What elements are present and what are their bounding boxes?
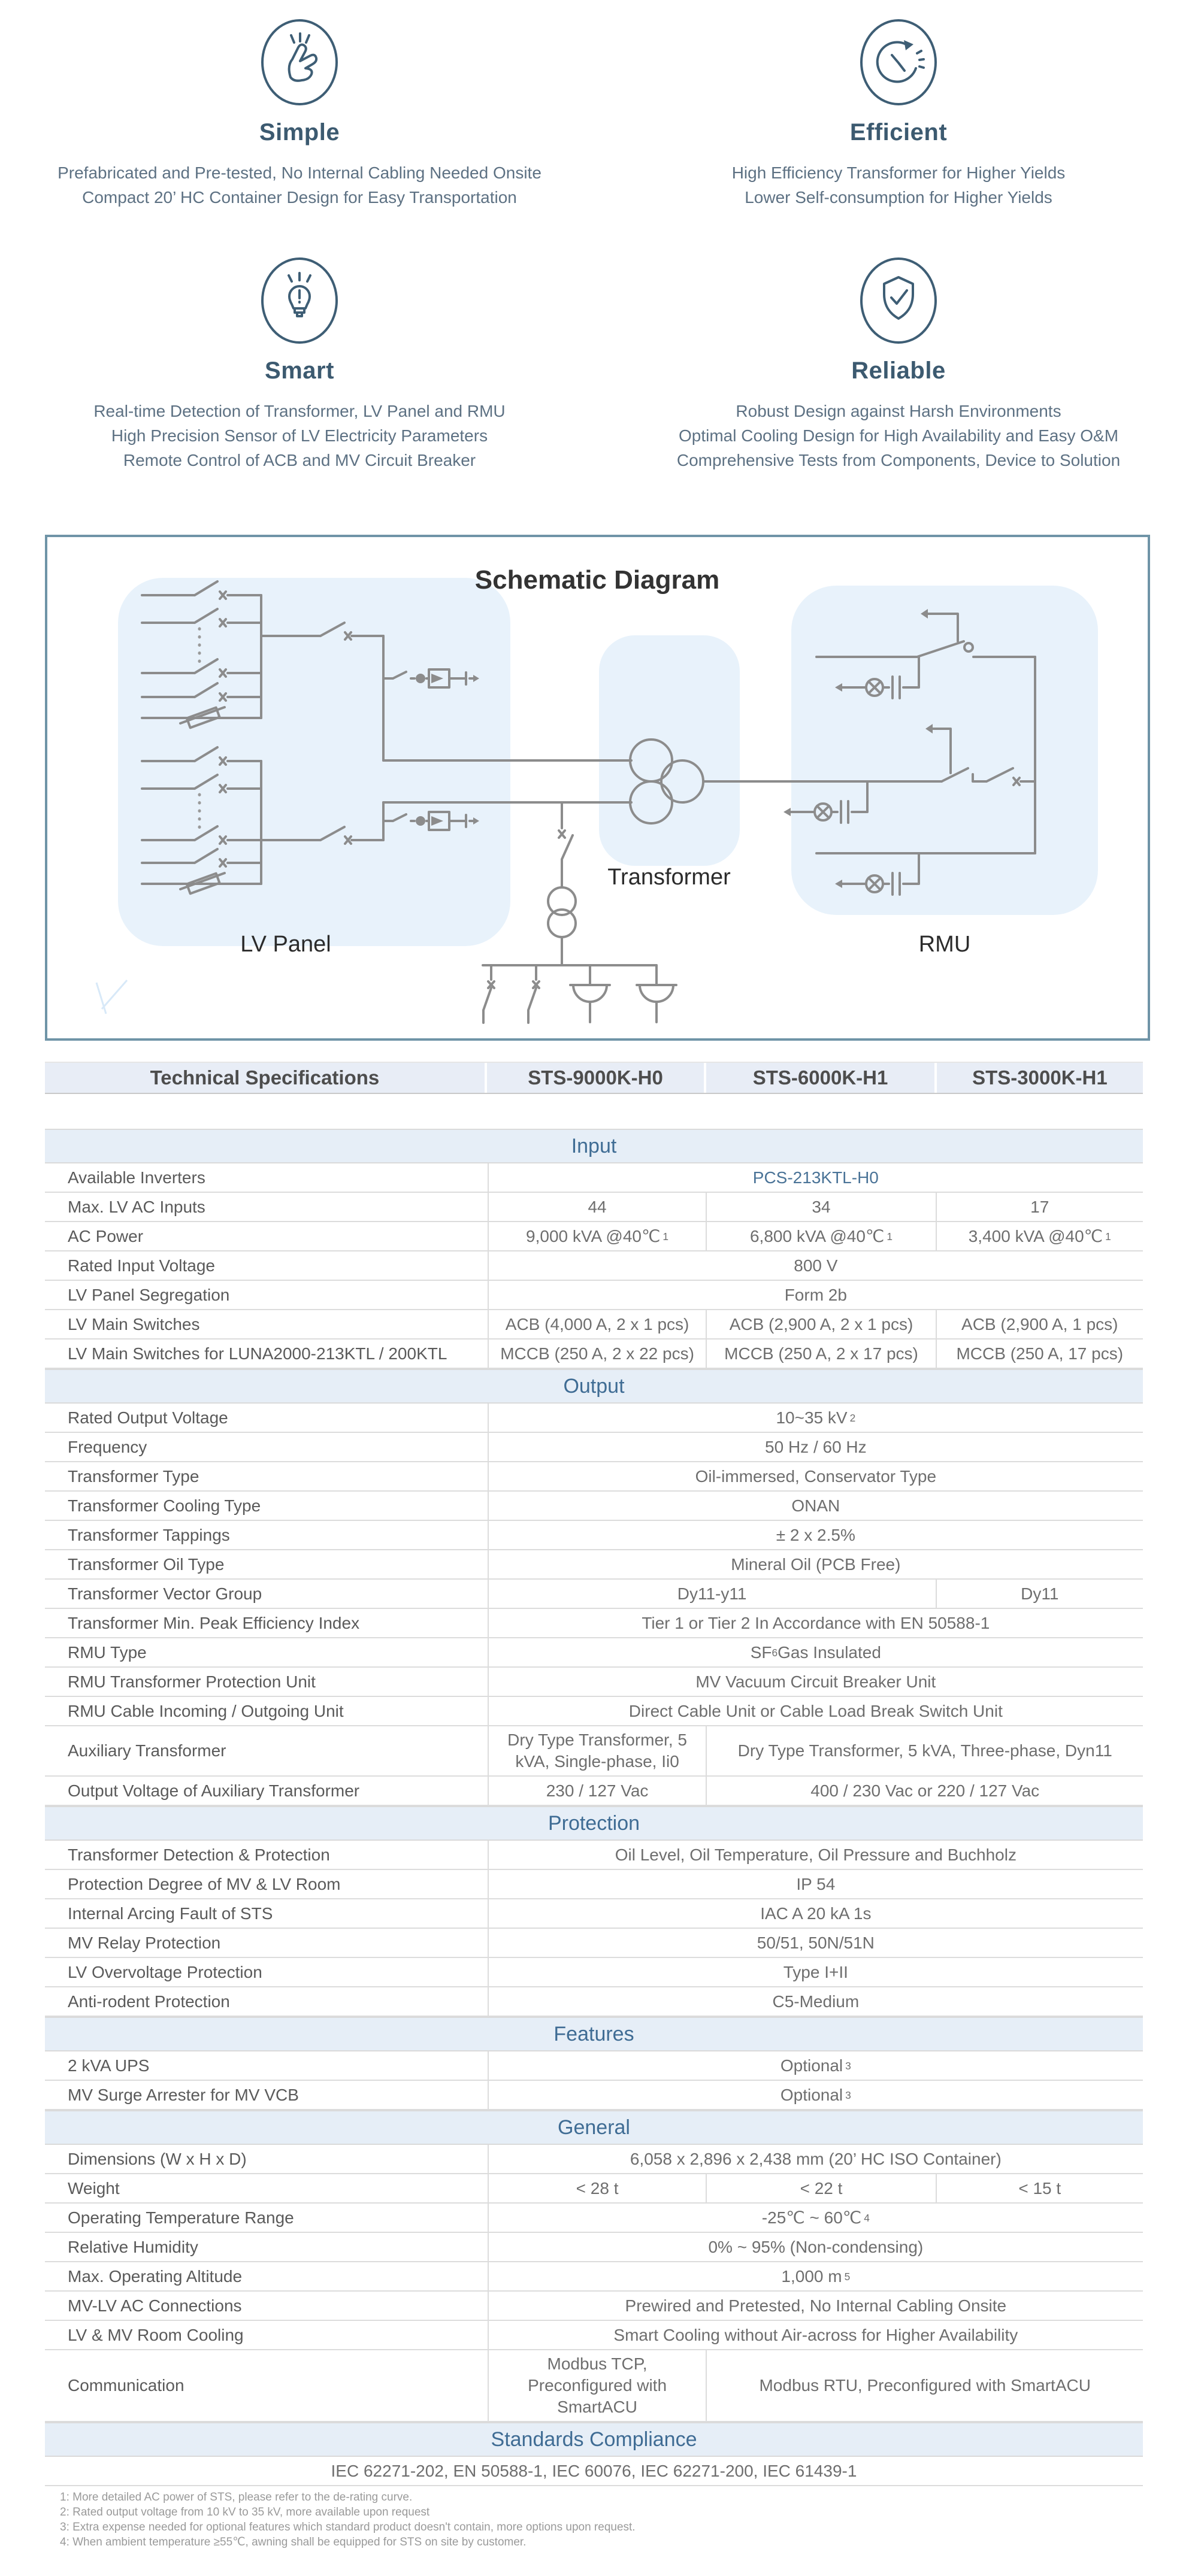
table-row	[45, 2262, 1143, 2292]
table-row	[45, 2233, 1143, 2262]
spec-cell: Dry Type Transformer, 5 kVA, Three-phase, Dyn11	[706, 1726, 1143, 1775]
schematic-svg	[45, 535, 1150, 1041]
transformer-label: Transformer	[607, 865, 731, 890]
spec-section	[45, 2017, 1143, 2110]
spec-section	[45, 1129, 1143, 1369]
table-row	[45, 1638, 1143, 1668]
schematic-title: Schematic Diagram	[474, 565, 720, 595]
spec-section	[45, 1369, 1143, 1806]
feature-line: Optimal Cooling Design for High Availability and Easy O&M	[678, 426, 1119, 445]
spec-label: Weight	[68, 2178, 120, 2198]
spec-section	[45, 2110, 1143, 2422]
feature-line: Lower Self-consumption for Higher Yields	[745, 188, 1052, 207]
spec-cell: ± 2 x 2.5%	[488, 1521, 1143, 1549]
table-row	[45, 1310, 1143, 1339]
feature-line: High Efficiency Transformer for Higher Yields	[731, 163, 1066, 182]
spec-label: Operating Temperature Range	[68, 2208, 294, 2227]
rmu-label: RMU	[918, 932, 971, 957]
spec-label: Dimensions (W x H x D)	[68, 2149, 247, 2168]
table-row	[45, 1697, 1143, 1726]
spec-cell: < 15 t	[936, 2174, 1143, 2202]
footnote: 4: When ambient temperature ≥55℃, awning shall be equipped for STS on site by customer.	[60, 2536, 527, 2548]
table-row	[45, 1841, 1143, 1870]
spec-label: Transformer Tappings	[68, 1525, 230, 1544]
table-row	[45, 1433, 1143, 1462]
feature-line: Prefabricated and Pre-tested, No Internal Cabling Needed Onsite	[58, 163, 541, 182]
spec-cell: 6,800 kVA @40℃ 1	[706, 1222, 935, 1250]
spec-label: RMU Transformer Protection Unit	[68, 1672, 316, 1691]
spec-cell: IAC A 20 kA 1s	[488, 1899, 1143, 1928]
spec-cell: 17	[936, 1193, 1143, 1221]
spec-cell: IP 54	[488, 1870, 1143, 1898]
spec-table	[45, 1062, 1143, 2486]
spec-cell: MV Vacuum Circuit Breaker Unit	[488, 1668, 1143, 1696]
table-row	[45, 2081, 1143, 2110]
spec-header-model-1: STS-9000K-H0	[485, 1063, 704, 1093]
table-row	[45, 2145, 1143, 2174]
spec-cell: 800 V	[488, 1251, 1143, 1280]
table-row	[45, 2174, 1143, 2204]
spec-label: LV Main Switches for LUNA2000-213KTL / 200KTL	[68, 1344, 447, 1363]
feature-line: Remote Control of ACB and MV Circuit Breaker	[123, 451, 476, 469]
spec-label: LV Overvoltage Protection	[68, 1962, 262, 1981]
spec-label: MV-LV AC Connections	[68, 2296, 242, 2315]
spec-label: Available Inverters	[68, 1168, 205, 1187]
clock-efficiency-icon	[857, 17, 940, 108]
feature-title: Reliable	[851, 357, 946, 384]
schematic-diagram	[45, 535, 1150, 1041]
footnote: 3: Extra expense needed for optional features which standard product doesn't contain, more options upon request.	[60, 2521, 636, 2533]
feature-description	[0, 160, 599, 210]
spec-label: RMU Type	[68, 1642, 147, 1662]
feature-smart	[0, 255, 599, 472]
spec-cell: ACB (2,900 A, 2 x 1 pcs)	[706, 1310, 935, 1338]
spec-cell: SF 6 Gas Insulated	[488, 1638, 1143, 1666]
table-row	[45, 2350, 1143, 2422]
spec-label: LV Panel Segregation	[68, 1285, 230, 1304]
spec-cell: Dry Type Transformer, 5 kVA, Single-phase, Ii0	[488, 1726, 706, 1775]
spec-cell: Mineral Oil (PCB Free)	[488, 1550, 1143, 1578]
spec-cell: Smart Cooling without Air-across for Higher Availability	[488, 2321, 1143, 2349]
table-row	[45, 1492, 1143, 1521]
spec-cell: MCCB (250 A, 17 pcs)	[936, 1339, 1143, 1368]
spec-label: Rated Input Voltage	[68, 1256, 215, 1275]
spec-cell: Dy11-y11	[488, 1580, 936, 1608]
spec-label: LV Main Switches	[68, 1314, 200, 1334]
feature-simple	[0, 17, 599, 210]
table-row	[45, 1987, 1143, 2017]
spec-label: Relative Humidity	[68, 2237, 198, 2256]
spec-label: LV & MV Room Cooling	[68, 2325, 244, 2344]
spec-cell: Oil Level, Oil Temperature, Oil Pressure and Buchholz	[488, 1841, 1143, 1869]
spec-label: Frequency	[68, 1437, 147, 1456]
spec-cell: Optional 3	[488, 2051, 1143, 2080]
table-row	[45, 2051, 1143, 2081]
section-header: Input	[45, 1129, 1143, 1163]
feature-line: Robust Design against Harsh Environments	[736, 402, 1061, 420]
spec-label: Transformer Cooling Type	[68, 1496, 261, 1515]
table-row	[45, 1281, 1143, 1310]
feature-title: Simple	[259, 119, 340, 146]
table-row	[45, 1899, 1143, 1929]
spec-label: Max. LV AC Inputs	[68, 1197, 205, 1216]
feature-efficient	[599, 17, 1198, 210]
feature-description	[599, 160, 1198, 210]
spec-header-model-2: STS-6000K-H1	[704, 1063, 934, 1093]
spec-label: Protection Degree of MV & LV Room	[68, 1874, 341, 1893]
spec-label: MV Surge Arrester for MV VCB	[68, 2085, 299, 2104]
feature-line: Compact 20’ HC Container Design for Easy Transportation	[82, 188, 517, 207]
footnotes	[60, 2490, 1078, 2550]
spec-label: RMU Cable Incoming / Outgoing Unit	[68, 1701, 344, 1720]
section-header: General	[45, 2110, 1143, 2145]
spec-cell: PCS-213KTL-H0	[488, 1163, 1143, 1192]
spec-cell: 10~35 kV 2	[488, 1404, 1143, 1432]
feature-line: Comprehensive Tests from Components, Device to Solution	[676, 451, 1121, 469]
rmu-blob	[791, 586, 1098, 915]
table-row	[45, 1726, 1143, 1777]
spec-cell: < 22 t	[706, 2174, 935, 2202]
spec-cell: 3,400 kVA @40℃ 1	[936, 1222, 1143, 1250]
spec-cell: 1,000 m 5	[488, 2262, 1143, 2290]
spec-table-body	[45, 1129, 1143, 2486]
spec-cell: Modbus RTU, Preconfigured with SmartACU	[706, 2350, 1143, 2421]
spec-cell: C5-Medium	[488, 1987, 1143, 2016]
spec-label: Transformer Min. Peak Efficiency Index	[68, 1613, 360, 1632]
spec-label: Transformer Detection & Protection	[68, 1845, 330, 1864]
spec-label: MV Relay Protection	[68, 1933, 221, 1952]
section-header: Features	[45, 2017, 1143, 2051]
spec-header-title: Technical Specifications	[150, 1066, 380, 1089]
spec-label: 2 kVA UPS	[68, 2056, 150, 2075]
spec-cell: 50/51, 50N/51N	[488, 1929, 1143, 1957]
table-row	[45, 1521, 1143, 1550]
spec-cell: MCCB (250 A, 2 x 22 pcs)	[488, 1339, 706, 1368]
spec-label: Max. Operating Altitude	[68, 2266, 243, 2286]
feature-reliable	[599, 255, 1198, 472]
spec-label: Transformer Oil Type	[68, 1554, 225, 1574]
spec-table-header	[45, 1062, 1143, 1094]
spec-label: Communication	[68, 2376, 184, 2395]
spec-cell: 44	[488, 1193, 706, 1221]
table-row	[45, 1339, 1143, 1369]
spec-label: Transformer Type	[68, 1466, 199, 1486]
table-row	[45, 2321, 1143, 2350]
table-row	[45, 1404, 1143, 1433]
feature-title: Smart	[265, 357, 334, 384]
spec-label: Transformer Vector Group	[68, 1584, 262, 1603]
spec-cell: Modbus TCP, Preconfigured with SmartACU	[488, 2350, 706, 2421]
section-header: Protection	[45, 1806, 1143, 1841]
spec-cell: 0% ~ 95% (Non-condensing)	[488, 2233, 1143, 2261]
feature-highlights	[0, 0, 1198, 515]
spec-cell: 230 / 127 Vac	[488, 1777, 706, 1805]
spec-cell: Prewired and Pretested, No Internal Cabling Onsite	[488, 2292, 1143, 2320]
lv-panel-label: LV Panel	[240, 932, 331, 957]
section-header: Standards Compliance	[45, 2422, 1143, 2457]
spec-cell: 400 / 230 Vac or 220 / 127 Vac	[706, 1777, 1143, 1805]
spec-label: Rated Output Voltage	[68, 1408, 228, 1427]
table-row	[45, 1668, 1143, 1697]
table-row	[45, 2457, 1143, 2486]
spec-cell: Optional 3	[488, 2081, 1143, 2109]
feature-title: Efficient	[849, 119, 948, 146]
footnote: 2: Rated output voltage from 10 kV to 35 kV, more available upon request	[60, 2506, 430, 2519]
spec-cell: ACB (2,900 A, 1 pcs)	[936, 1310, 1143, 1338]
feature-line: Real-time Detection of Transformer, LV Panel and RMU	[93, 402, 506, 420]
spec-cell: MCCB (250 A, 2 x 17 pcs)	[706, 1339, 935, 1368]
spec-cell: 50 Hz / 60 Hz	[488, 1433, 1143, 1461]
spec-cell: Direct Cable Unit or Cable Load Break Switch Unit	[488, 1697, 1143, 1725]
spec-header-model-3: STS-3000K-H1	[934, 1063, 1143, 1093]
spec-cell-full: IEC 62271-202, EN 50588-1, IEC 60076, IEC 62271-200, IEC 61439-1	[331, 2461, 857, 2480]
table-row	[45, 1550, 1143, 1580]
spec-cell: < 28 t	[488, 2174, 706, 2202]
table-row	[45, 1222, 1143, 1251]
spec-cell: ACB (4,000 A, 2 x 1 pcs)	[488, 1310, 706, 1338]
feature-description	[599, 399, 1198, 472]
lightbulb-icon	[258, 255, 341, 346]
table-row	[45, 1609, 1143, 1638]
table-row	[45, 1193, 1143, 1222]
spec-cell: 6,058 x 2,896 x 2,438 mm (20’ HC ISO Container)	[488, 2145, 1143, 2173]
snap-fingers-icon	[258, 17, 341, 108]
table-row	[45, 1462, 1143, 1492]
table-row	[45, 1870, 1143, 1899]
shield-check-icon	[857, 255, 940, 346]
spec-label: Anti-rodent Protection	[68, 1992, 230, 2011]
spec-label: Output Voltage of Auxiliary Transformer	[68, 1781, 360, 1800]
feature-description	[0, 399, 599, 472]
table-row	[45, 1251, 1143, 1281]
watermark-strokes	[96, 980, 127, 1014]
spec-cell: -25℃ ~ 60℃ 4	[488, 2204, 1143, 2232]
spec-cell: 34	[706, 1193, 935, 1221]
spec-cell: Type I+II	[488, 1958, 1143, 1986]
spec-section	[45, 1806, 1143, 2017]
spec-cell: Oil-immersed, Conservator Type	[488, 1462, 1143, 1490]
table-row	[45, 1580, 1143, 1609]
spec-label: AC Power	[68, 1226, 144, 1245]
spec-cell: ONAN	[488, 1492, 1143, 1520]
table-row	[45, 1929, 1143, 1958]
spec-label: Auxiliary Transformer	[68, 1741, 226, 1760]
table-row	[45, 1777, 1143, 1806]
spec-section	[45, 2422, 1143, 2486]
section-header: Output	[45, 1369, 1143, 1404]
table-row	[45, 1163, 1143, 1193]
spec-cell: 9,000 kVA @40℃ 1	[488, 1222, 706, 1250]
spec-cell: Dy11	[936, 1580, 1143, 1608]
table-row	[45, 1958, 1143, 1987]
feature-line: High Precision Sensor of LV Electricity Parameters	[111, 426, 488, 445]
table-row	[45, 2204, 1143, 2233]
footnote: 1: More detailed AC power of STS, please refer to the de-rating curve.	[60, 2491, 413, 2504]
spec-label: Internal Arcing Fault of STS	[68, 1904, 273, 1923]
spec-cell: Form 2b	[488, 1281, 1143, 1309]
table-row	[45, 2292, 1143, 2321]
spec-cell: Tier 1 or Tier 2 In Accordance with EN 50588-1	[488, 1609, 1143, 1637]
